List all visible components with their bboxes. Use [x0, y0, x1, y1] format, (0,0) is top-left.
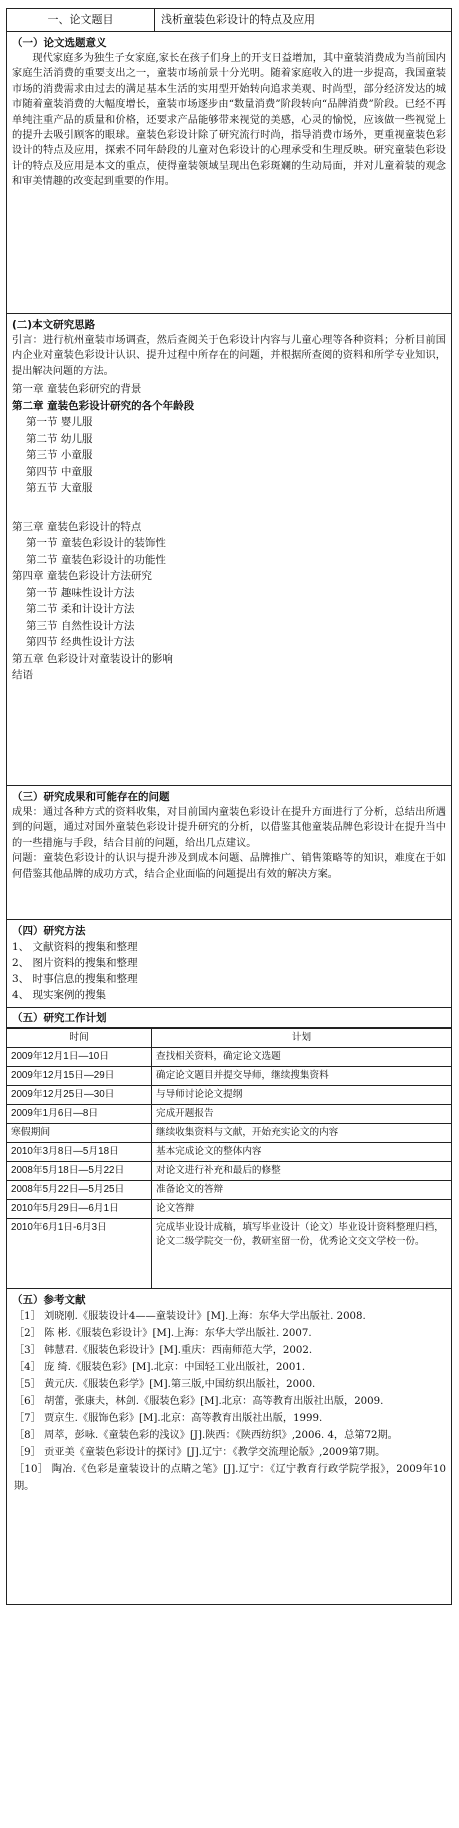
cell-time: 2009年12月25日—30日 [7, 1086, 152, 1105]
conclusion: 结语 [12, 669, 33, 682]
reference-item: ［4］ 庞 绮.《服装色彩》[M].北京：中国轻工业出版社，2001. [14, 1362, 306, 1373]
table-header-row [7, 1029, 452, 1048]
section-item: 第一节 趣味性设计方法 [26, 586, 135, 599]
cell-time: 2010年5月29日—6月1日 [7, 1200, 152, 1219]
reference-item: ［5］ 黄元庆.《服装色彩学》[M].第三版,中国纺织出版社，2000. [14, 1379, 316, 1390]
cell-plan: 准备论文的答辩 [152, 1181, 452, 1200]
cell-time: 2009年1月6日—8日 [7, 1105, 152, 1124]
cell-plan: 基本完成论文的整体内容 [152, 1143, 452, 1162]
chapter-5: 第五章 色彩设计对童装设计的影响 [12, 652, 173, 665]
table-row [7, 1181, 452, 1200]
section-methods [6, 920, 452, 1008]
chapter-2-sections [12, 414, 446, 497]
section-item: 第二节 幼儿服 [26, 432, 93, 445]
section-heading: （三）研究成果和可能存在的问题 [12, 791, 170, 803]
intro-text: 引言：进行杭州童装市场调查，然后查阅关于色彩设计内容与儿童心理等各种资料；分析目前国内企业对童装色彩设计认识、提升过程中所存在的问题，并根据所查阅的资料和所学专业知识，提出解决问题的方法。 [12, 335, 446, 377]
table-row [7, 1086, 452, 1105]
cell-plan: 对论文进行补充和最后的修整 [152, 1162, 452, 1181]
problems-text: 问题：童装色彩设计的认识与提升涉及到成本问题、品牌推广、销售策略等的知识，难度在于如何借鉴其他品牌的成功方式，结合企业面临的问题提出有效的解决方案。 [12, 853, 446, 880]
table-row [7, 1219, 452, 1289]
column-header-time: 时间 [7, 1029, 152, 1048]
title-row [6, 8, 452, 32]
reference-item: ［2］ 陈 彬.《服装色彩设计》[M].上海：东华大学出版社. 2007. [14, 1328, 312, 1339]
title-label: 一、论文题目 [7, 9, 155, 31]
section-item: 第二节 童装色彩设计的功能性 [26, 553, 166, 566]
reference-item: ［6］ 胡蕾，张康夫，林剑.《服装色彩》[M].北京：高等教育出版社出版，2009. [14, 1396, 384, 1407]
cell-plan: 完成开题报告 [152, 1105, 452, 1124]
reference-item: ［8］ 周萃，彭咏.《童装色彩的浅议》[J].陕西：《陕西纺织》,2006. 4，总第72期。 [14, 1430, 398, 1441]
section-body: 现代家庭多为独生子女家庭,家长在孩子们身上的开支日益增加，其中童装消费成为当前国内家庭生活消费的重要支出之一，童装市场前景十分光明。随着家庭收入的进一步提高，我国童装市场的消费需求由过去的满足基本生活的实用型开始转向追求美观、时尚型，部分经济发达的城市随着童装消费的大幅度增长，童装市场逐步由“数量消费”阶段转向“品牌消费”阶段。已经不再单纯注重产品的质量和价格，还要求产品能够带来视觉的美感，心灵的愉悦，应该做一些视觉上的提升去吸引顾客的眼球。童装色彩设计除了研究流行时尚，指导消费市场外，更重视童装色彩设计的特点及应用，探索不同年龄段的儿童对色彩设计的心理承受和生理反映。研究童装色彩设计的特点及应用是本文的重点，使得童装领域呈现出色彩斑斓的生动局面，并对儿童着装的观念和审美情趣的改变起到重要的作用。 [12, 53, 446, 188]
cell-time: 2009年12月15日—29日 [7, 1067, 152, 1086]
cell-time: 寒假期间 [7, 1124, 152, 1143]
cell-plan: 确定论文题目并提交导师，继续搜集资料 [152, 1067, 452, 1086]
cell-plan: 继续收集资料与文献，开始充实论文的内容 [152, 1124, 452, 1143]
table-row [7, 1105, 452, 1124]
cell-plan: 查找相关资料，确定论文选题 [152, 1048, 452, 1067]
method-item: 3、 时事信息的搜集和整理 [12, 973, 138, 985]
section-work-plan-heading [6, 1008, 452, 1028]
column-header-plan: 计划 [152, 1029, 452, 1048]
method-item: 4、 现实案例的搜集 [12, 989, 107, 1001]
cell-plan: 与导师讨论论文提纲 [152, 1086, 452, 1105]
section-item: 第三节 自然性设计方法 [26, 619, 135, 632]
table-row [7, 1143, 452, 1162]
section-heading: （一）论文选题意义 [12, 37, 107, 49]
section-item: 第三节 小童服 [26, 449, 93, 462]
section-item: 第一节 童装色彩设计的装饰性 [26, 537, 166, 550]
cell-time: 2010年3月8日—5月18日 [7, 1143, 152, 1162]
chapter-1: 第一章 童装色彩研究的背景 [12, 383, 142, 396]
table-row [7, 1124, 452, 1143]
section-item: 第五节 大童服 [26, 482, 93, 495]
section-item: 第二节 柔和计设计方法 [26, 603, 135, 616]
method-item: 2、 图片资料的搜集和整理 [12, 957, 138, 969]
section-heading: （五）参考文献 [12, 1294, 86, 1306]
section-heading: （四）研究方法 [12, 925, 86, 937]
chapter-2: 第二章 童装色彩设计研究的各个年龄段 [12, 399, 195, 412]
section-research-plan [6, 314, 452, 786]
reference-item: ［3］ 韩慧君.《服装色彩设计》[M].重庆：西南师范大学，2002. [14, 1345, 313, 1356]
section-item: 第四节 中童服 [26, 465, 93, 478]
results-text: 成果：通过各种方式的资料收集，对目前国内童装色彩设计在提升方面进行了分析，总结出所遇到的问题，通过对国外童装色彩设计提升研究的分析，以借鉴其他童装品牌色彩设计在提升当中的一些措施与手段，结合目前的问题，给出几点建议。 [12, 807, 446, 849]
section-item: 第四节 经典性设计方法 [26, 636, 135, 649]
cell-time: 2010年6月1日-6月3日 [7, 1219, 152, 1289]
section-significance [6, 32, 452, 314]
reference-item: ［1］ 刘晓刚.《服装设计4——童装设计》[M].上海：东华大学出版社. 2008. [14, 1311, 366, 1322]
chapter-4: 第四章 童装色彩设计方法研究 [12, 570, 152, 583]
reference-item: ［9］ 贡亚美《童装色彩设计的探讨》[J].辽宁：《教学交流理论版》,2009第7期。 [14, 1447, 386, 1458]
section-heading: (二)本文研究思路 [12, 319, 96, 331]
report-form [6, 8, 452, 1605]
cell-time: 2009年12月1日—10日 [7, 1048, 152, 1067]
method-item: 1、 文献资料的搜集和整理 [12, 941, 138, 953]
table-row [7, 1067, 452, 1086]
section-heading: （五）研究工作计划 [12, 1012, 107, 1024]
cell-plan: 论文答辩 [152, 1200, 452, 1219]
table-row [7, 1200, 452, 1219]
section-results [6, 786, 452, 920]
work-plan-table [6, 1028, 452, 1289]
reference-item: ［10］ 陶冶.《色彩是童装设计的点睛之笔》[J].辽宁：《辽宁教育行政学院学报》，2009年10期。 [14, 1464, 446, 1492]
table-row [7, 1048, 452, 1067]
section-item: 第一节 婴儿服 [26, 416, 93, 429]
cell-time: 2008年5月18日—5月22日 [7, 1162, 152, 1181]
chapter-3-sections [12, 535, 446, 568]
cell-time: 2008年5月22日—5月25日 [7, 1181, 152, 1200]
cell-plan: 完成毕业设计成稿，填写毕业设计（论文）毕业设计资料整理归档，论文二级学院交一份，教研室留一份，优秀论文交文学校一份。 [152, 1219, 452, 1289]
paper-title: 浅析童装色彩设计的特点及应用 [161, 13, 315, 26]
table-row [7, 1162, 452, 1181]
reference-item: ［7］ 贾京生.《服饰色彩》[M].北京：高等教育出版社出版，1999. [14, 1413, 323, 1424]
chapter-3: 第三章 童装色彩设计的特点 [12, 520, 142, 533]
section-references [6, 1289, 452, 1605]
chapter-4-sections [12, 585, 446, 651]
